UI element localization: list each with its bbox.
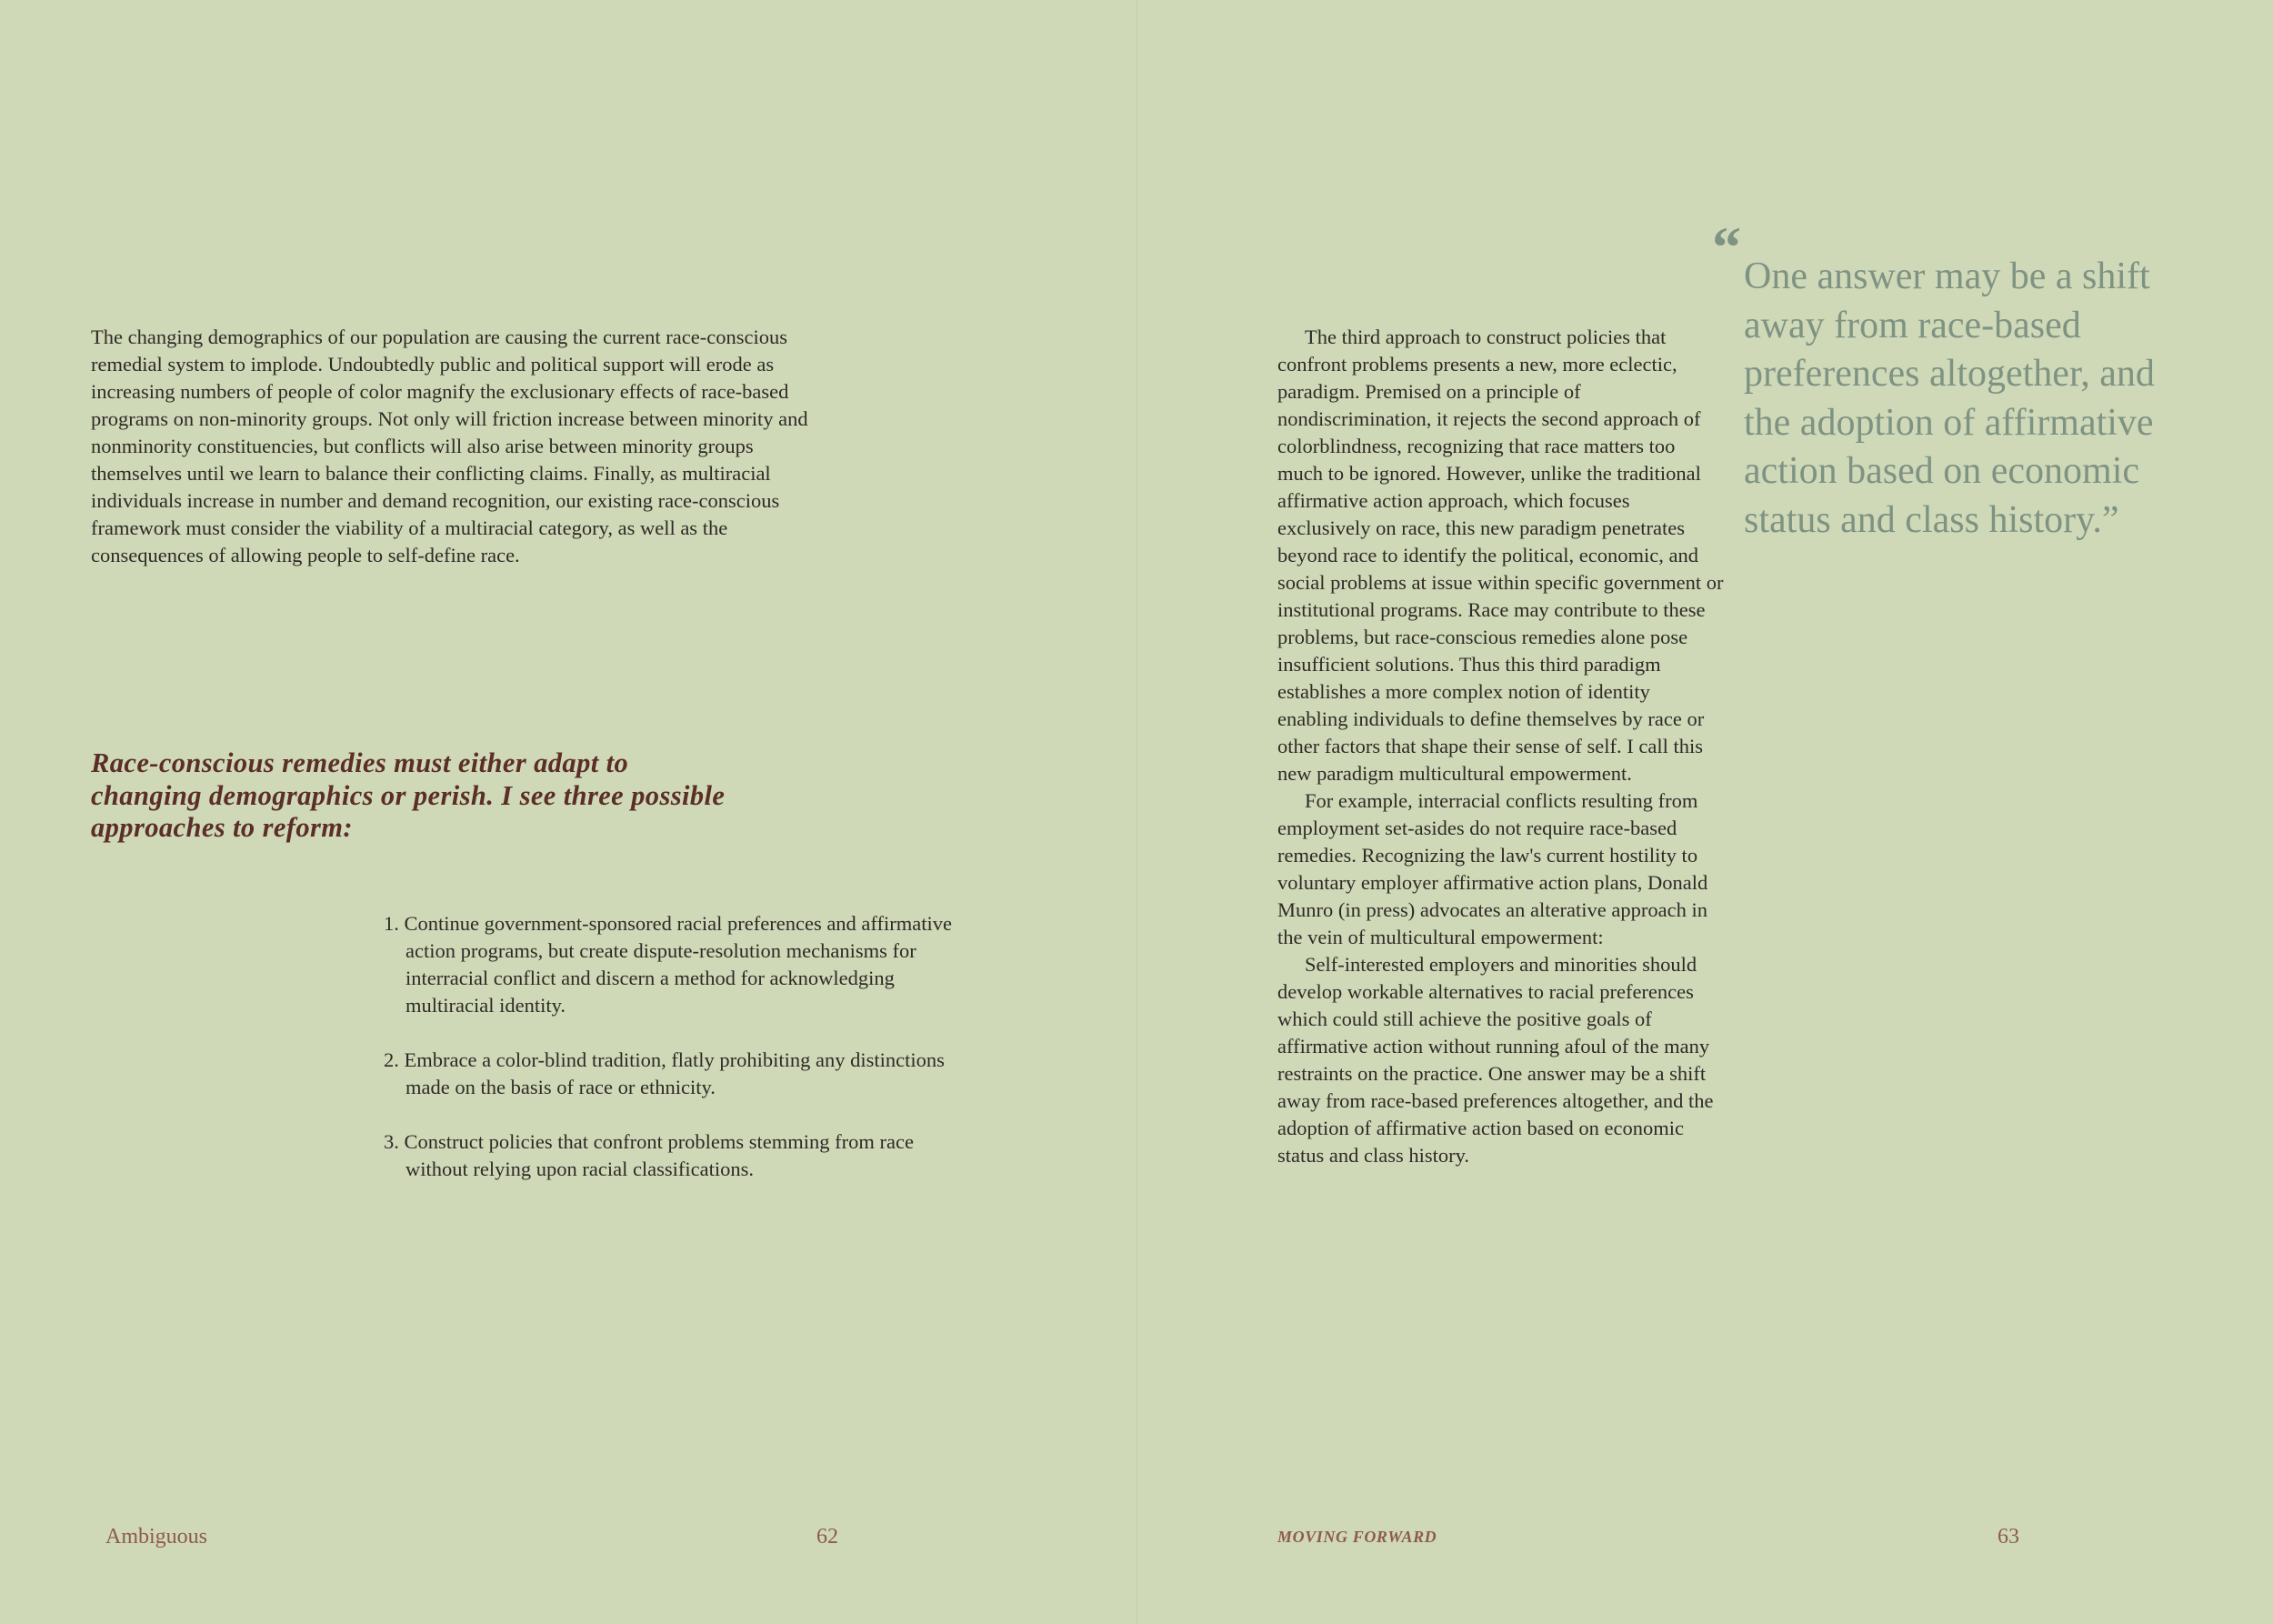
left-page (0, 0, 1136, 1624)
open-quote-mark: “ (1712, 215, 1741, 279)
list-item: 3. Construct policies that confront problems stemming from race without relying upon racial classifications. (384, 1130, 914, 1180)
paragraph: For example, interracial conflicts resulting from employment set-asides do not require race-based remedies. Recognizing the law's current hostility to voluntary employer affirmative action plans, Donald Munro (in press) advocates an alterative approach in the vein of multicultural empowerment: (1277, 789, 1708, 948)
pull-statement: Race-conscious remedies must either adapt to changing demographics or perish. I see three possible approaches to reform: (91, 747, 726, 843)
paragraph: The third approach to construct policies that confront problems presents a new, more eclectic, paradigm. Premised on a principle of nondiscrimination, it rejects the second approach of colorblindness, recognizing that race matters too much to be ignored. However, unlike the traditional affirmative action approach, which focuses exclusively on race, this new paradigm penetrates beyond race to identify the political, economic, and social problems at issue within specific government or institutional programs. Race may contribute to these problems, but race-conscious remedies alone pose insufficient solutions. Thus this third paradigm establishes a more complex notion of identity enabling individuals to define themselves by race or other factors that shape their sense of self. I call this new paradigm multicultural empowerment. (1277, 326, 1724, 785)
running-title-right: MOVING FORWARD (1277, 1528, 1437, 1546)
block-quote-paragraph: Self-interested employers and minorities should develop workable alternatives to racial preferences which could still achieve the positive goals of affirmative action without running afoul of the many restraints on the practice. One answer may be a shift away from race-based preferences altogether, and the adoption of affirmative action based on economic status and class history. (1277, 953, 1714, 1167)
running-title-left: Ambiguous (105, 1525, 208, 1549)
intro-paragraph: The changing demographics of our population are causing the current race-conscious remedial system to implode. Undoubtedly public and political support will erode as increasing numbers of people of color magnify the exclusionary effects of race-based programs on non-minority groups. Not only will friction increase between minority and nonminority constituencies, but conflicts will also arise between minority groups themselves until we learn to balance their conflicting claims. Finally, as multiracial individuals increase in number and demand recognition, our existing race-conscious framework must consider the viability of a multiracial category, as well as the consequences of allowing people to self-define race. (91, 326, 808, 566)
list-item: 1. Continue government-sponsored racial preferences and affirmative action programs, but create dispute-resolution mechanisms for interracial conflict and discern a method for acknowledging multiracial identity. (384, 912, 952, 1017)
page-number-left: 62 (816, 1525, 838, 1549)
approach-list (384, 910, 975, 1210)
page-number-right: 63 (1998, 1525, 2019, 1549)
right-page (1137, 0, 2273, 1624)
list-item: 2. Embrace a color-blind tradition, flatly prohibiting any distinctions made on the basis of race or ethnicity. (384, 1048, 945, 1098)
pull-quote: One answer may be a shift away from race-based preferences altogether, and the adoption of affirmative action based on economic status and class history.” (1744, 256, 2155, 541)
right-column-text (1277, 324, 1725, 1169)
